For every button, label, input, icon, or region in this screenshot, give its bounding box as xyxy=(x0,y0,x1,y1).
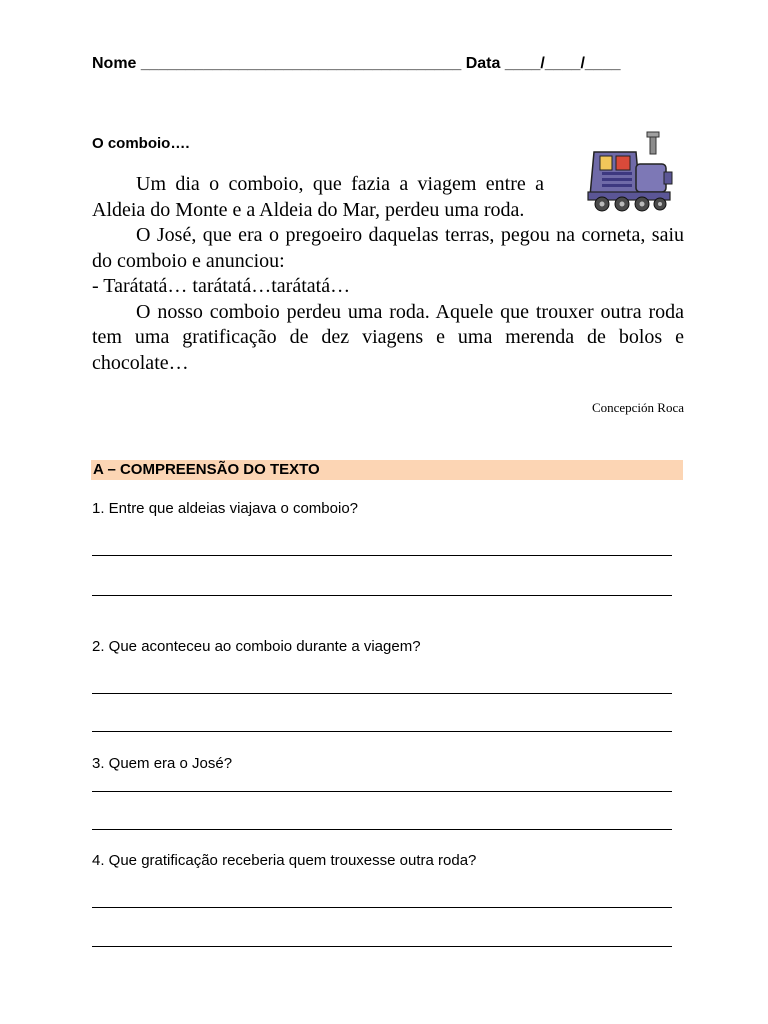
question-4: 4. Que gratificação receberia quem trouxesse outra roda? xyxy=(92,852,477,869)
answer-line[interactable] xyxy=(92,907,672,908)
author-credit: Concepción Roca xyxy=(591,400,684,415)
answer-line[interactable] xyxy=(92,731,672,732)
story-text xyxy=(92,172,684,376)
answer-line[interactable] xyxy=(92,595,672,596)
story-paragraph: Um dia o comboio, que fazia a viagem entre a Aldeia do Monte e a Aldeia do Mar, perdeu uma roda. xyxy=(92,173,544,221)
answer-line[interactable] xyxy=(92,555,672,556)
answer-line[interactable] xyxy=(92,829,672,830)
answer-line[interactable] xyxy=(92,693,672,694)
name-date-line[interactable]: Nome ____________________________________ Data ____/____/____ xyxy=(92,55,621,72)
story-paragraph: O nosso comboio perdeu uma roda. Aquele que trouxer outra roda tem uma gratificação de dez viagens e uma merenda de bolos e chocolate… xyxy=(92,300,684,374)
question-1: 1. Entre que aldeias viajava o comboio? xyxy=(92,500,359,517)
text-title: O comboio…. xyxy=(92,135,190,152)
section-title: A – COMPREENSÃO DO TEXTO xyxy=(93,461,320,478)
section-header xyxy=(91,460,683,480)
story-paragraph: - Tarátatá… tarátatá…tarátatá… xyxy=(92,275,351,297)
answer-line[interactable] xyxy=(92,791,672,792)
answer-line[interactable] xyxy=(92,946,672,947)
question-2: 2. Que aconteceu ao comboio durante a viagem? xyxy=(92,638,421,655)
story-paragraph: O José, que era o pregoeiro daquelas terras, pegou na corneta, saiu do comboio e anunciou: xyxy=(92,224,684,272)
question-3: 3. Quem era o José? xyxy=(92,755,233,772)
